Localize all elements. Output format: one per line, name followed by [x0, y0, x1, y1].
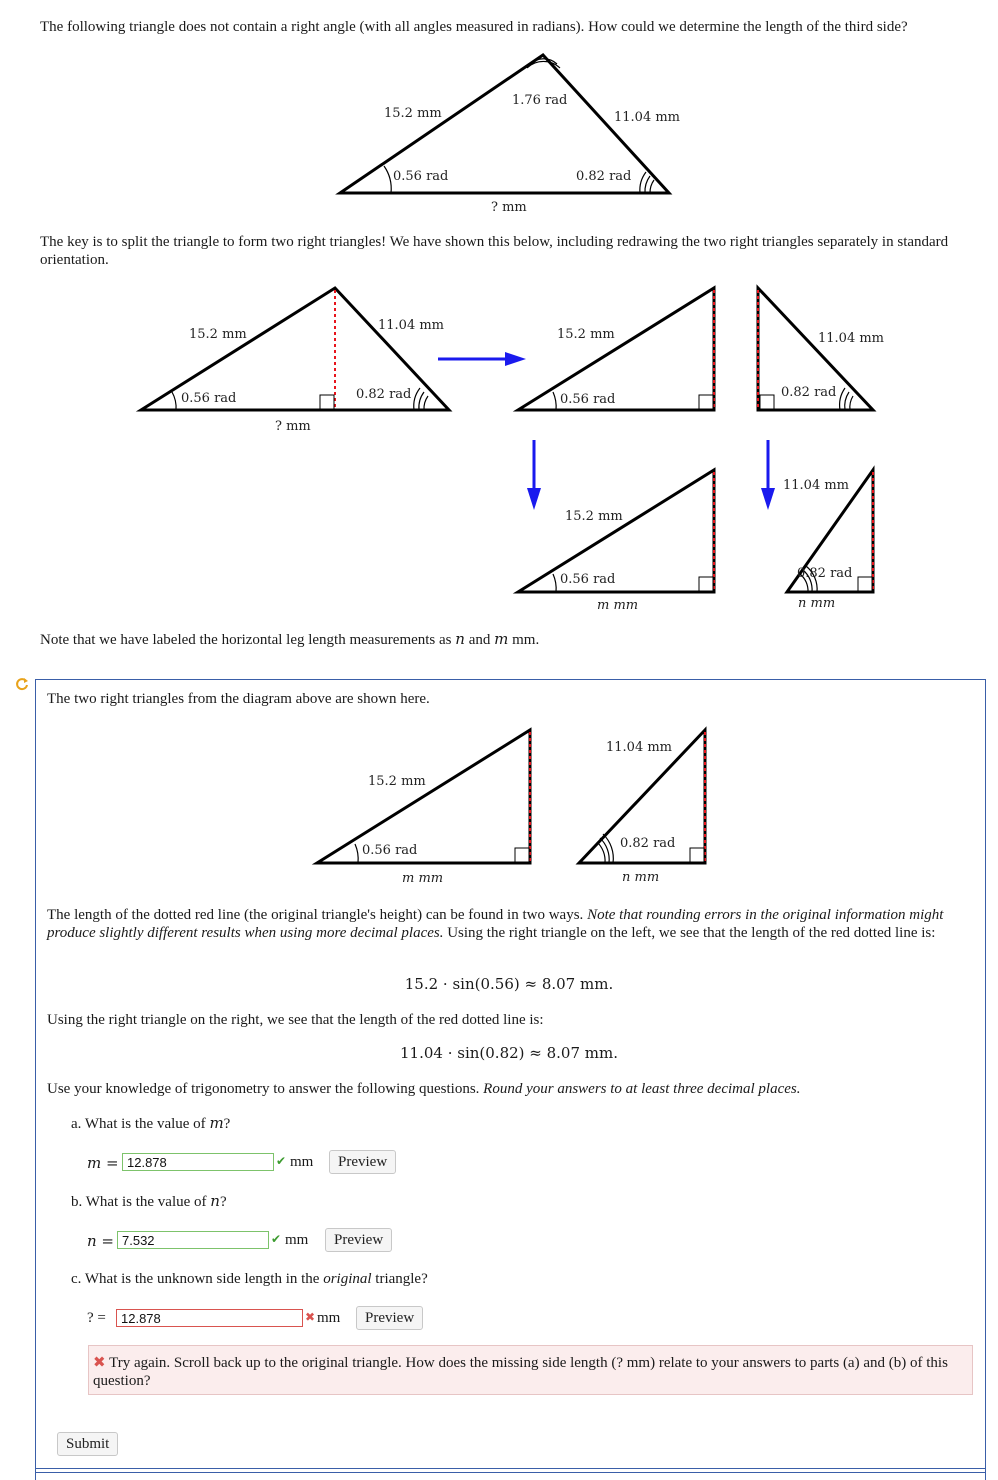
svg-text:11.04 mm: 11.04 mm [378, 318, 445, 333]
svg-text:0.56 rad: 0.56 rad [181, 391, 237, 406]
label-angle-0-56: 0.56 rad [393, 169, 449, 184]
unit-n: mm [285, 1232, 309, 1248]
label-side-15-2: 15.2 mm [384, 106, 442, 121]
preview-button-a[interactable]: Preview [329, 1150, 396, 1174]
svg-text:15.2 mm: 15.2 mm [557, 327, 615, 342]
error-icon: ✖ [93, 1355, 106, 1371]
svg-text:15.2 mm: 15.2 mm [368, 774, 426, 789]
label-side-11-04: 11.04 mm [614, 110, 681, 125]
correct-check-icon: ✔ [276, 1154, 287, 1168]
split-diagram [0, 270, 998, 630]
svg-text:0.82 rad: 0.82 rad [781, 385, 837, 400]
svg-text:m mm: m mm [597, 598, 639, 613]
svg-text:? mm: ? mm [275, 419, 311, 434]
svg-text:0.82 rad: 0.82 rad [797, 566, 853, 581]
wrong-x-icon: ✖ [305, 1310, 316, 1324]
preview-button-c[interactable]: Preview [356, 1306, 423, 1330]
svg-text:11.04 mm: 11.04 mm [783, 478, 850, 493]
unit-unknown: mm [317, 1310, 341, 1326]
svg-text:m mm: m mm [402, 871, 444, 886]
correct-check-icon: ✔ [271, 1232, 282, 1246]
svg-text:0.56 rad: 0.56 rad [560, 572, 616, 587]
note-text: Note that we have labeled the horizontal leg length measurements as n and m mm. [40, 630, 540, 648]
question-c: c. What is the unknown side length in the original triangle? [71, 1271, 428, 1287]
problem-triangles [0, 720, 998, 890]
svg-text:0.82 rad: 0.82 rad [356, 387, 412, 402]
submit-button[interactable]: Submit [57, 1432, 118, 1456]
answer-unknown-input[interactable] [116, 1309, 303, 1327]
label-m: m = [87, 1154, 119, 1172]
original-triangle-figure [0, 0, 998, 230]
formula-left: 15.2 · sin(0.56) ≈ 8.07 mm. [404, 975, 614, 993]
height-explanation: The length of the dotted red line (the original triangle's height) can be found in two ways. Note that rounding errors in the original information might produce slightly different results when using more decimal places. Using the right triangle on the left, we see that the length of the red dotted line is: [47, 907, 944, 941]
svg-text:n mm: n mm [622, 870, 660, 885]
svg-text:n mm: n mm [798, 596, 836, 611]
question-b: b. What is the value of n? [71, 1192, 227, 1210]
problem-intro: The two right triangles from the diagram above are shown here. [47, 691, 430, 707]
svg-text:0.82 rad: 0.82 rad [620, 836, 676, 851]
right-triangle-text: Using the right triangle on the right, we see that the length of the red dotted line is: [47, 1012, 544, 1028]
box-divider [35, 1468, 986, 1473]
label-unknown-side: ? mm [491, 200, 527, 215]
label-n: n = [87, 1232, 114, 1250]
question-a: a. What is the value of m? [71, 1114, 231, 1132]
answer-m-input[interactable] [122, 1153, 274, 1171]
svg-text:15.2 mm: 15.2 mm [189, 327, 247, 342]
svg-text:11.04 mm: 11.04 mm [818, 331, 885, 346]
svg-text:0.56 rad: 0.56 rad [560, 392, 616, 407]
svg-text:11.04 mm: 11.04 mm [606, 740, 673, 755]
feedback-message: ✖ Try again. Scroll back up to the original triangle. How does the missing side length (? mm) relate to your answers to parts (a) and (b) of this question? [88, 1345, 973, 1395]
intro-question: The following triangle does not contain a right angle (with all angles measured in radians). How could we determine the length of the third side? [40, 19, 908, 35]
split-explanation: The key is to split the triangle to form two right triangles! We have shown this below, including redrawing the two right triangles separately in standard orientation. [40, 234, 949, 268]
preview-button-b[interactable]: Preview [325, 1228, 392, 1252]
label-angle-0-82: 0.82 rad [576, 169, 632, 184]
unit-m: mm [290, 1154, 314, 1170]
answer-n-input[interactable] [117, 1231, 269, 1249]
svg-text:15.2 mm: 15.2 mm [565, 509, 623, 524]
reload-icon[interactable] [15, 677, 29, 691]
label-unknown: ? = [87, 1310, 106, 1326]
label-angle-1-76: 1.76 rad [512, 93, 568, 108]
instructions: Use your knowledge of trigonometry to answer the following questions. Round your answers to at least three decimal places. [47, 1081, 801, 1097]
svg-text:0.56 rad: 0.56 rad [362, 843, 418, 858]
formula-right: 11.04 · sin(0.82) ≈ 8.07 mm. [400, 1044, 618, 1062]
